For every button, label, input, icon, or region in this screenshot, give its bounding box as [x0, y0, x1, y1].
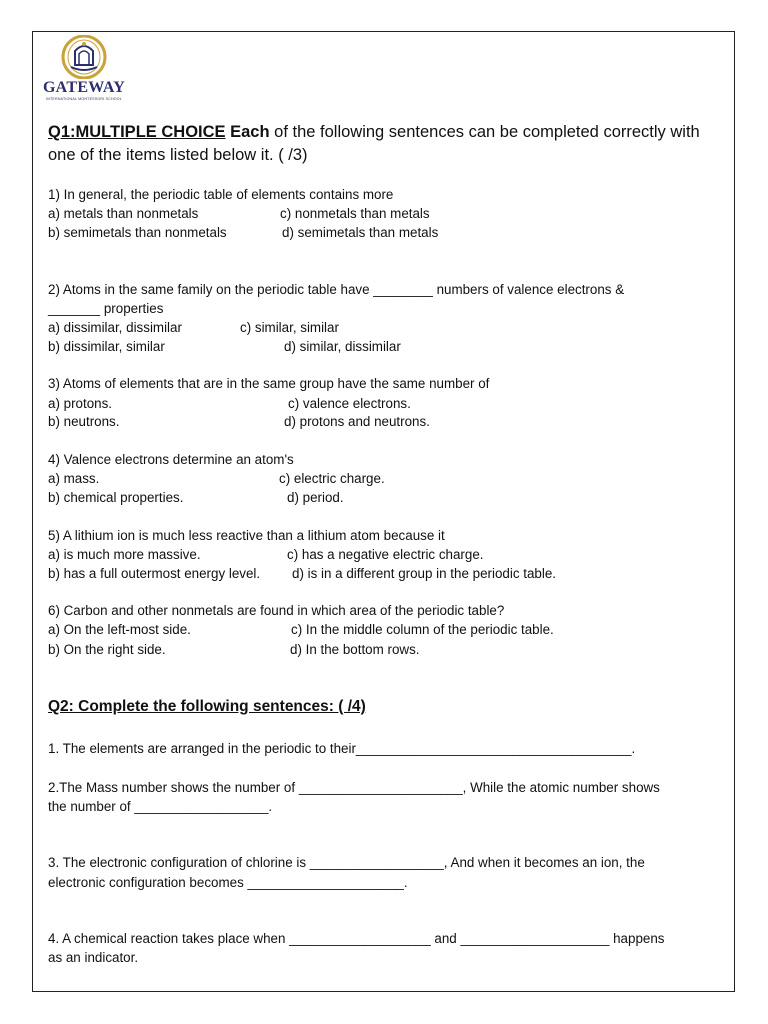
q1-2-stem-line2: _______ properties	[48, 301, 164, 316]
q1-intro: of the following sentences can be completed correctly with	[274, 123, 700, 141]
school-logo	[41, 35, 127, 105]
q1-5-option-b: b) has a full outermost energy level.	[48, 566, 261, 581]
q1-4-option-d: d) period.	[287, 490, 344, 505]
q1-4-option-a: a) mass.	[48, 471, 100, 486]
q1-3-option-a: a) protons.	[48, 396, 113, 411]
q1-1-option-d: d) semimetals than metals	[282, 225, 439, 240]
q1-intro-line2: one of the items listed below it. ( /3)	[48, 146, 308, 164]
q1-4-option-b: b) chemical properties.	[48, 490, 184, 505]
q1-1-option-c: c) nonmetals than metals	[280, 206, 430, 221]
page-border	[32, 31, 735, 992]
q1-3-option-b: b) neutrons.	[48, 414, 120, 429]
q1-6-stem: 6) Carbon and other nonmetals are found in which area of the periodic table?	[48, 603, 505, 618]
q1-1-option-a: a) metals than nonmetals	[48, 206, 199, 221]
q1-2-option-b: b) dissimilar, similar	[48, 339, 165, 354]
q1-5-option-d: d) is in a different group in the periodic table.	[292, 566, 557, 581]
q1-5-option-a: a) is much more massive.	[48, 547, 201, 562]
q1-4-stem: 4) Valence electrons determine an atom's	[48, 452, 294, 467]
q2-item-4: 4. A chemical reaction takes place when ___________________ and ____________________ happens	[48, 931, 665, 946]
q1-4-option-c: c) electric charge.	[279, 471, 385, 486]
logo-name: GATEWAY	[42, 79, 126, 96]
q2-heading: Q2: Complete the following sentences: ( /4)	[48, 698, 366, 715]
q2-item-3-line2: electronic configuration becomes _____________________.	[48, 875, 408, 890]
q1-heading	[48, 123, 700, 142]
q2-item-2-line2: the number of __________________.	[48, 799, 273, 814]
q1-3-stem: 3) Atoms of elements that are in the same group have the same number of	[48, 376, 490, 391]
q2-item-3: 3. The electronic configuration of chlorine is __________________, And when it becomes an ion, the	[48, 855, 645, 870]
q1-3-option-c: c) valence electrons.	[288, 396, 411, 411]
q1-1-stem: 1) In general, the periodic table of elements contains more	[48, 187, 394, 202]
q1-6-option-a: a) On the left-most side.	[48, 622, 191, 637]
q2-item-2: 2.The Mass number shows the number of ______________________, While the atomic number shows	[48, 780, 660, 795]
q1-2-option-a: a) dissimilar, dissimilar	[48, 320, 182, 335]
crest-icon	[61, 35, 107, 79]
logo-subtitle: INTERNATIONAL MONTESSORI SCHOOL	[46, 97, 122, 101]
q1-2-stem: 2) Atoms in the same family on the periodic table have ________ numbers of valence electrons &	[48, 282, 625, 297]
q1-2-option-d: d) similar, dissimilar	[284, 339, 401, 354]
q1-6-option-c: c) In the middle column of the periodic table.	[291, 622, 554, 637]
q1-3-option-d: d) protons and neutrons.	[284, 414, 430, 429]
q2-item-4-line2: as an indicator.	[48, 950, 139, 965]
q1-label: Q1:MULTIPLE CHOICE	[48, 123, 226, 141]
q1-1-option-b: b) semimetals than nonmetals	[48, 225, 227, 240]
q1-5-option-c: c) has a negative electric charge.	[287, 547, 484, 562]
q2-item-1: 1. The elements are arranged in the periodic to their_____________________________________.	[48, 741, 636, 756]
q1-5-stem: 5) A lithium ion is much less reactive than a lithium atom because it	[48, 528, 445, 543]
q1-6-option-d: d) In the bottom rows.	[290, 642, 420, 657]
q1-each: Each	[230, 123, 270, 141]
q1-2-option-c: c) similar, similar	[240, 320, 339, 335]
q1-6-option-b: b) On the right side.	[48, 642, 166, 657]
